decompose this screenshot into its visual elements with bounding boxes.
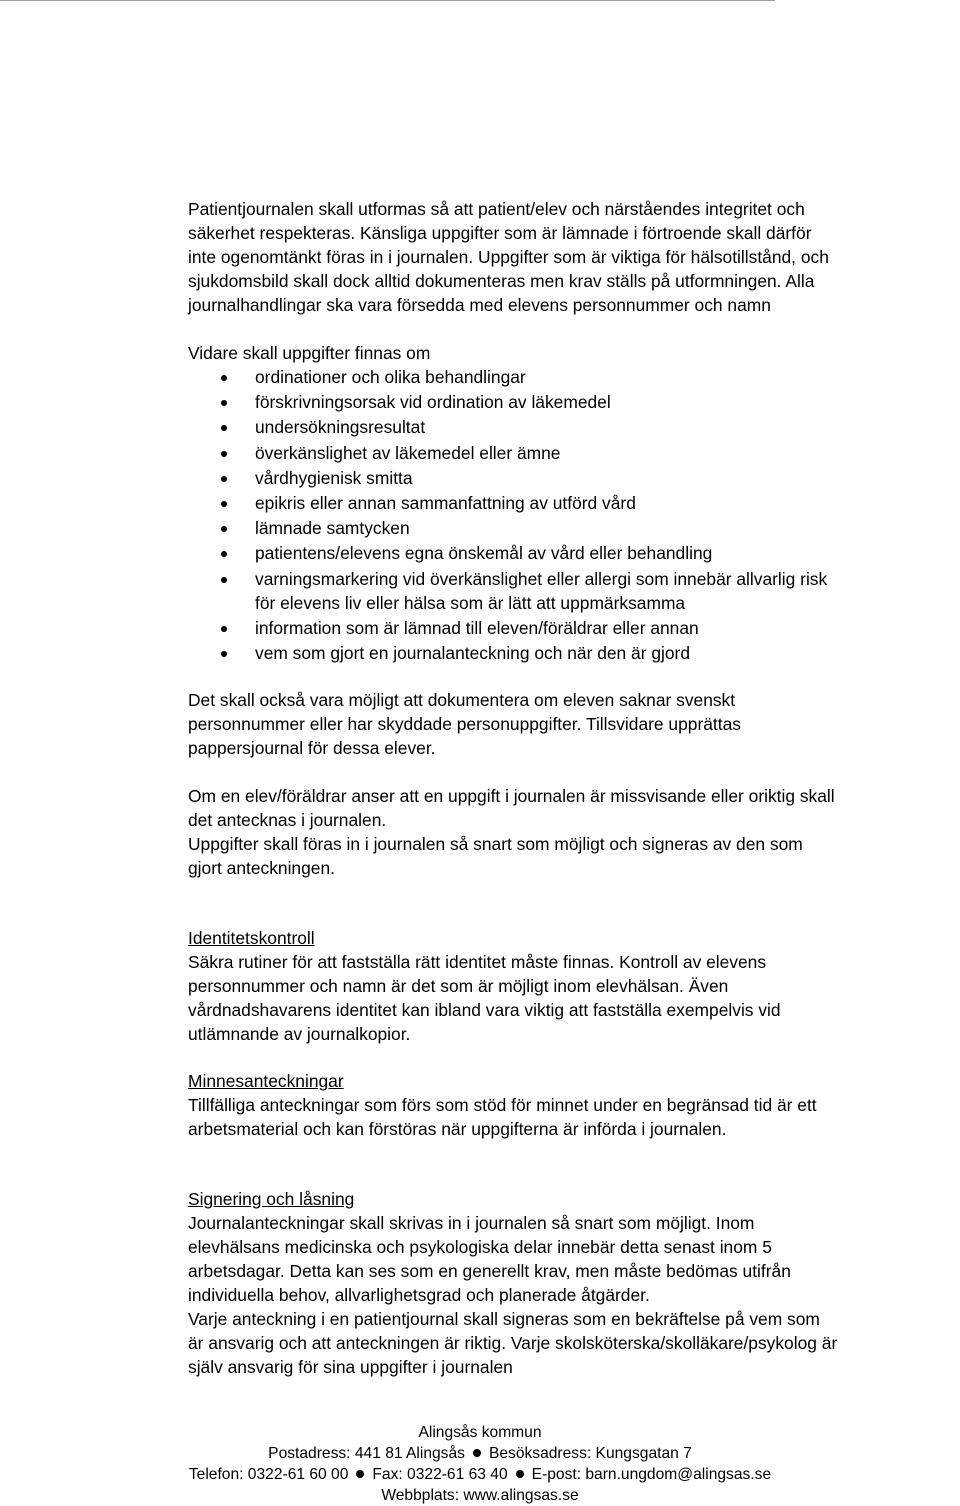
footer-visit: Besöksadress: Kungsgatan 7 <box>488 1445 692 1462</box>
list-item <box>188 415 960 439</box>
list-intro: Vidare skall uppgifter finnas om <box>188 343 431 363</box>
bullet-icon <box>221 476 227 482</box>
section-body: Journalanteckningar skall skrivas in i journalen så snart som möjligt. Inom elevhälsans medicinska och psykologiska delar innebär detta senast inom 5 arbetsdagar. Detta kan ses som en generellt krav, men måste bedömas utifrån individuella behov, allvarlighetsgrad och planerade åtgärder. Varje anteckning i en patientjournal skall signeras som en bekräftelse på vem som är ansvarig och att anteckningen är riktig. Varje skolsköterska/skolläkare/psykolog är själv ansvarig för sina uppgifter i journalen <box>188 1212 838 1377</box>
list-item-text: lämnade samtycken <box>255 518 410 539</box>
list-item-text: undersökningsresultat <box>255 417 426 438</box>
footer-org: Alingsås kommun <box>418 1424 542 1441</box>
bullet-separator-icon <box>356 1470 364 1478</box>
section-body: Tillfälliga anteckningar som förs som stöd för minnet under en begränsad tid är ett arbetsmaterial och kan förstöras när uppgifterna är införda i journalen. <box>188 1094 817 1139</box>
bullet-list <box>188 365 960 665</box>
list-item <box>188 541 960 565</box>
bullet-icon <box>221 626 227 632</box>
list-item-text: patientens/elevens egna önskemål av vård eller behandling <box>255 543 713 564</box>
section-heading: Signering och låsning <box>188 1188 355 1209</box>
list-item <box>188 441 960 465</box>
list-item-text: vårdhygienisk smitta <box>255 467 413 488</box>
section-signering <box>188 1187 960 1379</box>
footer-postal: Postadress: 441 81 Alingsås <box>268 1445 465 1462</box>
top-rule <box>0 0 775 1</box>
bullet-icon <box>221 375 227 381</box>
list-item-text: förskrivningsorsak vid ordination av läkemedel <box>255 392 611 413</box>
list-item-text: överkänslighet av läkemedel eller ämne <box>255 442 561 463</box>
list-item <box>188 616 960 640</box>
bullet-icon <box>221 501 227 507</box>
page-footer <box>0 1422 960 1506</box>
bullet-icon <box>221 425 227 431</box>
paragraph-2: Det skall också vara möjligt att dokumentera om eleven saknar svenskt personnummer eller har skyddade personuppgifter. Tillsvidare upprättas pappersjournal för dessa elever. <box>188 689 741 758</box>
bullet-icon <box>221 551 227 557</box>
list-item <box>188 516 960 540</box>
section-minnesanteckningar <box>188 1069 960 1141</box>
footer-phone: Telefon: 0322-61 60 00 <box>188 1466 349 1483</box>
list-item <box>188 491 960 515</box>
list-item <box>188 641 960 665</box>
section-heading: Minnesanteckningar <box>188 1070 344 1091</box>
document-body <box>188 197 960 1379</box>
list-item-text: vem som gjort en journalanteckning och när den är gjord <box>255 642 691 663</box>
list-item-text: information som är lämnad till eleven/föräldrar eller annan <box>255 617 699 638</box>
list-item <box>188 390 960 414</box>
footer-contact-line <box>0 1464 960 1485</box>
intro-paragraph: Patientjournalen skall utformas så att patient/elev och närståendes integritet och säkerhet respekteras. Känsliga uppgifter som är lämnade i förtroende skall därför inte ogenomtänkt föras in i journalen. Uppgifter som är viktiga för hälsotillstånd, och sjukdomsbild skall dock alltid dokumenteras men krav ställs på utformningen. Alla journalhandlingar ska vara försedda med elevens personnummer och namn <box>188 199 829 315</box>
bullet-separator-icon <box>473 1449 481 1457</box>
paragraph-3: Om en elev/föräldrar anser att en uppgift i journalen är missvisande eller oriktig skall det antecknas i journalen. Uppgifter skall föras in i journalen så snart som möjligt och signeras av den som gjort anteckningen. <box>188 785 835 878</box>
bullet-icon <box>221 651 227 657</box>
list-item <box>188 567 960 615</box>
list-item-text: varningsmarkering vid överkänslighet eller allergi som innebär allvarlig risk för elevens liv eller hälsa som är lätt att uppmärksamma <box>255 568 828 613</box>
list-item-text: epikris eller annan sammanfattning av utförd vård <box>255 492 636 513</box>
section-identitetskontroll <box>188 926 960 1046</box>
bullet-icon <box>221 577 227 583</box>
section-heading: Identitetskontroll <box>188 927 315 948</box>
list-item <box>188 365 960 389</box>
bullet-icon <box>221 526 227 532</box>
bullet-icon <box>221 451 227 457</box>
list-item <box>188 466 960 490</box>
footer-fax: Fax: 0322-61 63 40 <box>372 1466 508 1483</box>
bullet-icon <box>221 400 227 406</box>
bullet-separator-icon <box>516 1470 524 1478</box>
section-body: Säkra rutiner för att fastställa rätt identitet måste finnas. Kontroll av elevens personnummer och namn är det som är möjligt inom elevhälsan. Även vårdnadshavarens identitet kan ibland vara viktig att fastställa exempelvis vid utlämnande av journalkopior. <box>188 951 781 1044</box>
footer-address-line <box>0 1443 960 1464</box>
footer-email: E-post: barn.ungdom@alingsas.se <box>531 1466 772 1483</box>
footer-web: Webbplats: www.alingsas.se <box>381 1487 579 1504</box>
list-item-text: ordinationer och olika behandlingar <box>255 367 526 387</box>
